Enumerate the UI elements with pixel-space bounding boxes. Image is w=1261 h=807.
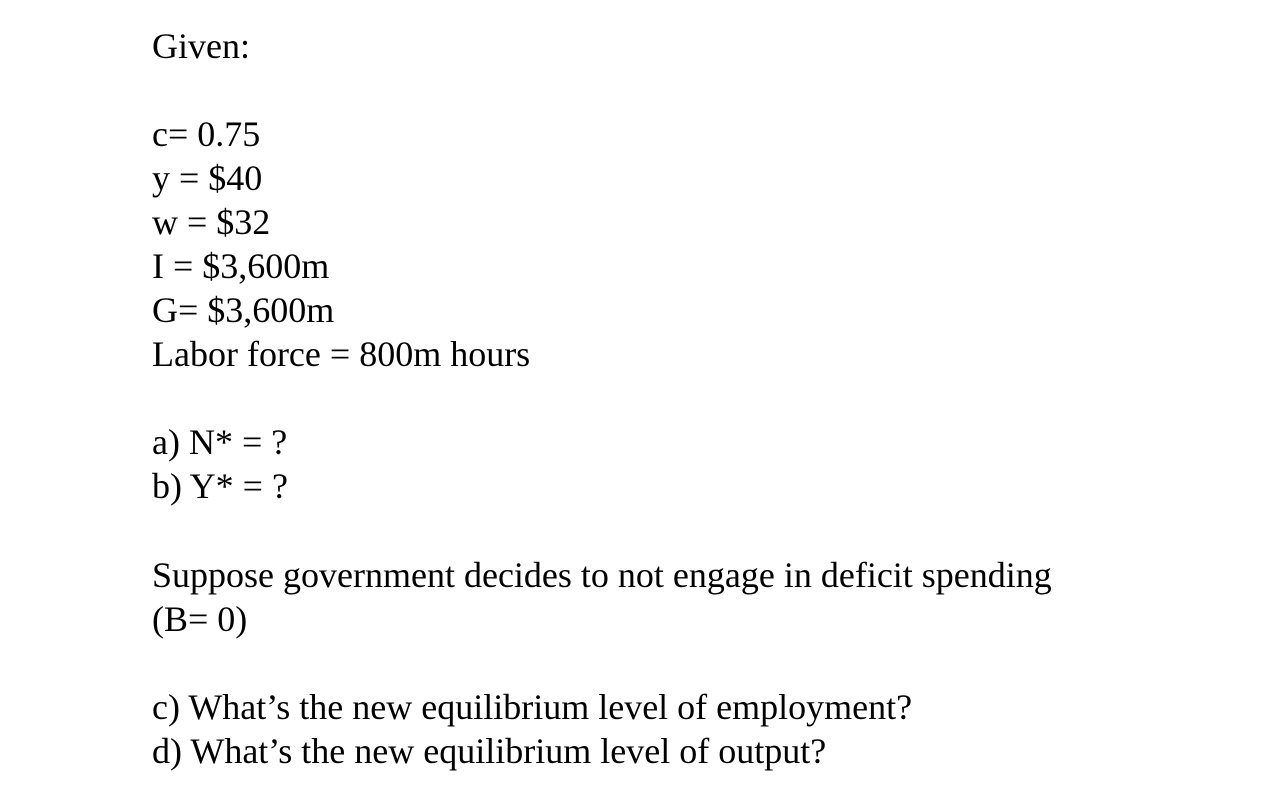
question-a: a) N* = ? — [152, 422, 288, 462]
heading-given: Given: — [152, 26, 250, 66]
question-c: c) What’s the new equilibrium level of employment? — [152, 687, 913, 727]
question-d: d) What’s the new equilibrium level of output? — [152, 731, 827, 771]
question-b: b) Y* = ? — [152, 466, 288, 506]
given-w: w = $32 — [152, 202, 271, 242]
given-c: c= 0.75 — [152, 114, 261, 154]
given-g: G= $3,600m — [152, 290, 335, 330]
given-y: y = $40 — [152, 158, 263, 198]
scenario-line-2: (B= 0) — [152, 599, 248, 639]
scenario-line-1: Suppose government decides to not engage in deficit spending — [152, 555, 1052, 595]
given-labor-force: Labor force = 800m hours — [152, 334, 531, 374]
given-i: I = $3,600m — [152, 246, 330, 286]
